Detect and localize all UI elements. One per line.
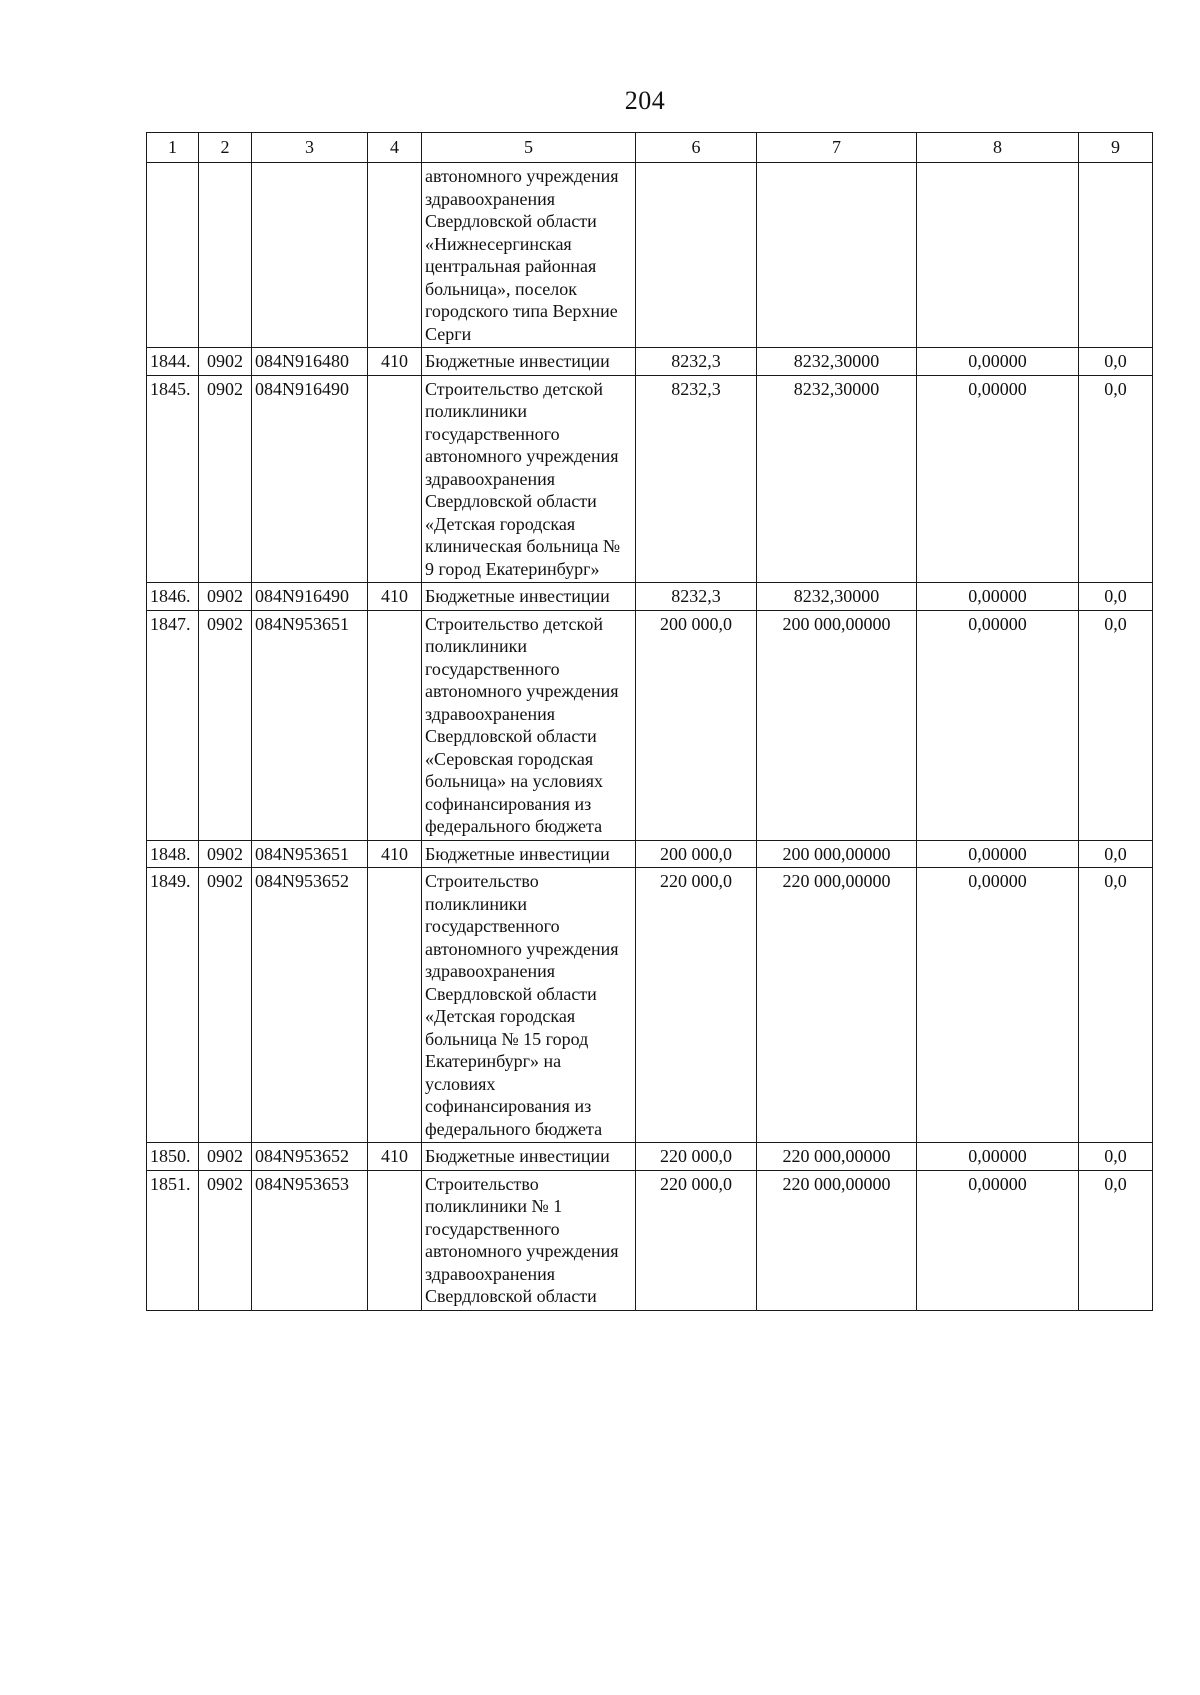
amount-other-cell: 0,0 bbox=[1079, 840, 1153, 868]
amount-cell: 200 000,0 bbox=[636, 610, 757, 840]
target-code-cell: 084N916490 bbox=[252, 583, 368, 611]
amount-detailed-cell: 200 000,00000 bbox=[757, 840, 917, 868]
amount-other-cell: 0,0 bbox=[1079, 348, 1153, 376]
row-number-cell: 1850. bbox=[147, 1143, 199, 1171]
amount-other-cell: 0,0 bbox=[1079, 1143, 1153, 1171]
expense-type-cell: 410 bbox=[368, 840, 422, 868]
amount-cell: 200 000,0 bbox=[636, 840, 757, 868]
column-header-7: 7 bbox=[757, 133, 917, 163]
expense-type-cell: 410 bbox=[368, 348, 422, 376]
row-number-cell: 1847. bbox=[147, 610, 199, 840]
amount-cell bbox=[636, 163, 757, 348]
expense-type-cell bbox=[368, 375, 422, 583]
amount-federal-cell: 0,00000 bbox=[917, 1143, 1079, 1171]
section-code-cell: 0902 bbox=[199, 348, 252, 376]
table-row bbox=[147, 375, 1153, 583]
expense-type-cell bbox=[368, 163, 422, 348]
header-row bbox=[147, 133, 1153, 163]
amount-cell: 8232,3 bbox=[636, 375, 757, 583]
description-cell: Бюджетные инвестиции bbox=[422, 348, 636, 376]
row-number-cell: 1851. bbox=[147, 1170, 199, 1310]
amount-federal-cell: 0,00000 bbox=[917, 610, 1079, 840]
amount-federal-cell: 0,00000 bbox=[917, 375, 1079, 583]
amount-other-cell: 0,0 bbox=[1079, 610, 1153, 840]
row-number-cell: 1848. bbox=[147, 840, 199, 868]
amount-cell: 220 000,0 bbox=[636, 868, 757, 1143]
row-number-cell: 1846. bbox=[147, 583, 199, 611]
column-header-1: 1 bbox=[147, 133, 199, 163]
budget-table bbox=[146, 132, 1153, 1311]
amount-other-cell: 0,0 bbox=[1079, 868, 1153, 1143]
expense-type-cell bbox=[368, 868, 422, 1143]
description-cell: Бюджетные инвестиции bbox=[422, 840, 636, 868]
amount-cell: 220 000,0 bbox=[636, 1170, 757, 1310]
amount-federal-cell: 0,00000 bbox=[917, 840, 1079, 868]
amount-detailed-cell: 200 000,00000 bbox=[757, 610, 917, 840]
amount-detailed-cell: 220 000,00000 bbox=[757, 1170, 917, 1310]
row-number-cell: 1844. bbox=[147, 348, 199, 376]
amount-federal-cell: 0,00000 bbox=[917, 348, 1079, 376]
section-code-cell: 0902 bbox=[199, 868, 252, 1143]
amount-detailed-cell: 220 000,00000 bbox=[757, 1143, 917, 1171]
column-header-3: 3 bbox=[252, 133, 368, 163]
section-code-cell: 0902 bbox=[199, 1170, 252, 1310]
expense-type-cell bbox=[368, 610, 422, 840]
column-header-4: 4 bbox=[368, 133, 422, 163]
target-code-cell: 084N916490 bbox=[252, 375, 368, 583]
amount-detailed-cell: 220 000,00000 bbox=[757, 868, 917, 1143]
amount-detailed-cell: 8232,30000 bbox=[757, 348, 917, 376]
row-number-cell bbox=[147, 163, 199, 348]
target-code-cell bbox=[252, 163, 368, 348]
expense-type-cell: 410 bbox=[368, 1143, 422, 1171]
expense-type-cell: 410 bbox=[368, 583, 422, 611]
table-header bbox=[147, 133, 1153, 163]
target-code-cell: 084N953651 bbox=[252, 840, 368, 868]
target-code-cell: 084N953651 bbox=[252, 610, 368, 840]
amount-federal-cell bbox=[917, 163, 1079, 348]
description-cell: Строительство поликлиники № 1 государственного автономного учреждения здравоохранения Свердловской области bbox=[422, 1170, 636, 1310]
table-row bbox=[147, 1143, 1153, 1171]
column-header-8: 8 bbox=[917, 133, 1079, 163]
section-code-cell: 0902 bbox=[199, 610, 252, 840]
section-code-cell: 0902 bbox=[199, 375, 252, 583]
description-cell: Строительство поликлиники государственного автономного учреждения здравоохранения Свердловской области «Детская городская больница № 15 город Екатеринбург» на условиях софинансирования из федерального бюджета bbox=[422, 868, 636, 1143]
page-number: 204 bbox=[624, 86, 666, 115]
amount-other-cell: 0,0 bbox=[1079, 375, 1153, 583]
expense-type-cell bbox=[368, 1170, 422, 1310]
description-cell: Бюджетные инвестиции bbox=[422, 583, 636, 611]
section-code-cell: 0902 bbox=[199, 840, 252, 868]
column-header-5: 5 bbox=[422, 133, 636, 163]
table-body bbox=[147, 163, 1153, 1311]
amount-detailed-cell bbox=[757, 163, 917, 348]
table-row bbox=[147, 583, 1153, 611]
amount-cell: 8232,3 bbox=[636, 348, 757, 376]
target-code-cell: 084N953652 bbox=[252, 1143, 368, 1171]
description-cell: Строительство детской поликлиники государственного автономного учреждения здравоохранения Свердловской области «Серовская городская больница» на условиях софинансирования из федерального бюджета bbox=[422, 610, 636, 840]
section-code-cell: 0902 bbox=[199, 1143, 252, 1171]
amount-cell: 220 000,0 bbox=[636, 1143, 757, 1171]
amount-detailed-cell: 8232,30000 bbox=[757, 375, 917, 583]
column-header-9: 9 bbox=[1079, 133, 1153, 163]
target-code-cell: 084N953653 bbox=[252, 1170, 368, 1310]
amount-detailed-cell: 8232,30000 bbox=[757, 583, 917, 611]
amount-other-cell bbox=[1079, 163, 1153, 348]
amount-federal-cell: 0,00000 bbox=[917, 868, 1079, 1143]
column-header-2: 2 bbox=[199, 133, 252, 163]
table-row bbox=[147, 163, 1153, 348]
target-code-cell: 084N916480 bbox=[252, 348, 368, 376]
table-row bbox=[147, 868, 1153, 1143]
section-code-cell: 0902 bbox=[199, 583, 252, 611]
row-number-cell: 1849. bbox=[147, 868, 199, 1143]
table-row bbox=[147, 840, 1153, 868]
amount-federal-cell: 0,00000 bbox=[917, 583, 1079, 611]
amount-federal-cell: 0,00000 bbox=[917, 1170, 1079, 1310]
description-cell: Бюджетные инвестиции bbox=[422, 1143, 636, 1171]
table-row bbox=[147, 348, 1153, 376]
amount-cell: 8232,3 bbox=[636, 583, 757, 611]
description-cell: Строительство детской поликлиники государственного автономного учреждения здравоохранения Свердловской области «Детская городская клиническая больница № 9 город Екатеринбург» bbox=[422, 375, 636, 583]
table-row bbox=[147, 610, 1153, 840]
description-cell: автономного учреждения здравоохранения Свердловской области «Нижнесергинская центральная районная больница», поселок городского типа Верхние Серги bbox=[422, 163, 636, 348]
amount-other-cell: 0,0 bbox=[1079, 1170, 1153, 1310]
column-header-6: 6 bbox=[636, 133, 757, 163]
amount-other-cell: 0,0 bbox=[1079, 583, 1153, 611]
row-number-cell: 1845. bbox=[147, 375, 199, 583]
table-row bbox=[147, 1170, 1153, 1310]
target-code-cell: 084N953652 bbox=[252, 868, 368, 1143]
section-code-cell bbox=[199, 163, 252, 348]
